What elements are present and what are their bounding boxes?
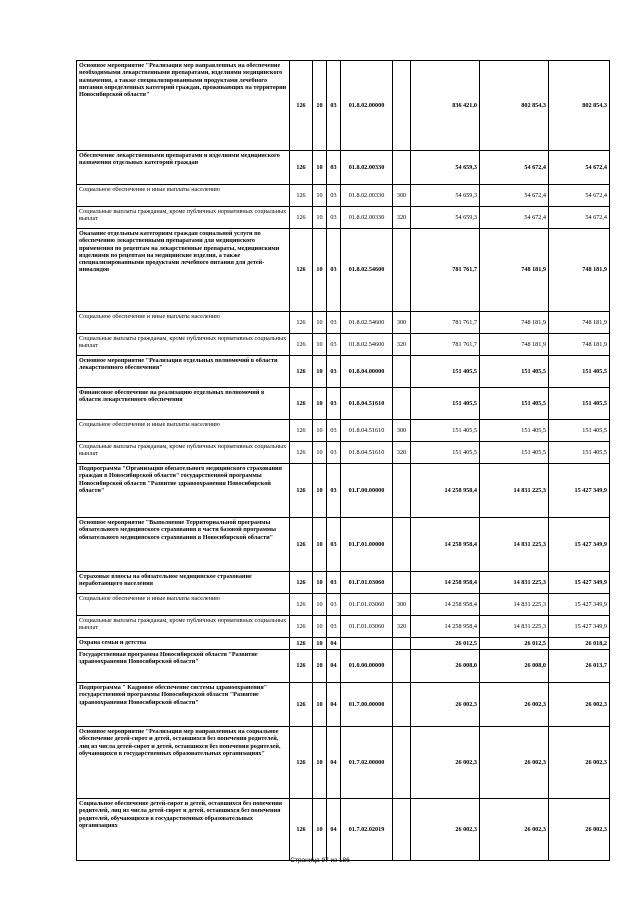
ministry-code-cell: 126 xyxy=(290,442,313,464)
row-name-cell: Социальные выплаты гражданам, кроме публичных нормативных социальных выплат xyxy=(77,207,290,229)
amount-year2-cell: 14 831 225,3 xyxy=(480,616,549,638)
amount-year2-cell: 26 002,3 xyxy=(480,799,549,861)
section-code-cell: 10 xyxy=(313,388,327,420)
amount-year2-cell: 748 181,9 xyxy=(480,229,549,312)
subsection-code-cell: 03 xyxy=(327,464,341,518)
amount-year1-cell: 151 405,5 xyxy=(411,442,480,464)
row-name-cell: Основное мероприятие "Реализация мер направленных на социальное обеспечение детей-сирот и детей, оставшихся без попечения родителей, лиц из числа детей-сирот и детей, оставшихся без попечения родителей, обучающихся в государственных образовательных организациях" xyxy=(77,727,290,799)
ministry-code-cell: 126 xyxy=(290,356,313,388)
expense-type-cell xyxy=(393,650,411,683)
row-name-cell: Социальное обеспечение детей-сирот и детей, оставшихся без попечения родителей, лиц из числа детей-сирот и детей, оставшихся без попечения родителей, обучающихся в государственных образовательных организациях xyxy=(77,799,290,861)
target-article-cell xyxy=(341,638,393,650)
subsection-code-cell: 04 xyxy=(327,638,341,650)
subsection-code-cell: 03 xyxy=(327,572,341,594)
subsection-code-cell: 03 xyxy=(327,594,341,616)
amount-year3-cell: 748 181,9 xyxy=(549,334,610,356)
expense-type-cell: 300 xyxy=(393,312,411,334)
amount-year2-cell: 151 405,5 xyxy=(480,356,549,388)
table-row xyxy=(77,61,610,151)
amount-year3-cell: 26 002,3 xyxy=(549,799,610,861)
amount-year1-cell: 26 002,3 xyxy=(411,799,480,861)
ministry-code-cell: 126 xyxy=(290,572,313,594)
target-article-cell: 01.8.02.54600 xyxy=(341,312,393,334)
expense-type-cell: 320 xyxy=(393,616,411,638)
table-row xyxy=(77,420,610,442)
subsection-code-cell: 03 xyxy=(327,616,341,638)
table-row xyxy=(77,594,610,616)
ministry-code-cell: 126 xyxy=(290,650,313,683)
page-footer: Страница 97 из 186 xyxy=(290,857,350,864)
expense-type-cell xyxy=(393,229,411,312)
section-code-cell: 10 xyxy=(313,464,327,518)
expense-type-cell xyxy=(393,727,411,799)
amount-year2-cell: 54 672,4 xyxy=(480,151,549,185)
amount-year2-cell: 151 405,5 xyxy=(480,388,549,420)
ministry-code-cell: 126 xyxy=(290,464,313,518)
amount-year3-cell: 15 427 349,9 xyxy=(549,518,610,572)
row-name-cell: Социальное обеспечение и иные выплаты населению xyxy=(77,312,290,334)
target-article-cell: 01.8.02.00330 xyxy=(341,185,393,207)
amount-year2-cell: 151 405,5 xyxy=(480,442,549,464)
table-row xyxy=(77,356,610,388)
subsection-code-cell: 03 xyxy=(327,185,341,207)
table-row xyxy=(77,650,610,683)
section-code-cell: 10 xyxy=(313,616,327,638)
ministry-code-cell: 126 xyxy=(290,594,313,616)
target-article-cell: 01.Г.00.00000 xyxy=(341,464,393,518)
amount-year1-cell: 54 659,3 xyxy=(411,185,480,207)
amount-year1-cell: 26 002,3 xyxy=(411,727,480,799)
target-article-cell: 01.8.02.00000 xyxy=(341,61,393,151)
amount-year3-cell: 26 002,3 xyxy=(549,727,610,799)
amount-year3-cell: 748 181,9 xyxy=(549,312,610,334)
amount-year2-cell: 54 672,4 xyxy=(480,207,549,229)
amount-year1-cell: 26 002,3 xyxy=(411,683,480,727)
amount-year3-cell: 15 427 349,9 xyxy=(549,616,610,638)
subsection-code-cell: 03 xyxy=(327,151,341,185)
amount-year3-cell: 26 013,7 xyxy=(549,650,610,683)
row-name-cell: Обеспечение лекарственными препаратами и изделиями медицинского назначения отдельных категорий граждан xyxy=(77,151,290,185)
row-name-cell: Основное мероприятие "Выполнение Территориальной программы обязательного медицинского страхования в части базовой программы обязательного медицинского страхования в Новосибирской области" xyxy=(77,518,290,572)
amount-year1-cell: 14 258 958,4 xyxy=(411,572,480,594)
row-name-cell: Государственная программа Новосибирской области "Развитие здравоохранения Новосибирской области" xyxy=(77,650,290,683)
amount-year2-cell: 748 181,9 xyxy=(480,312,549,334)
target-article-cell: 01.8.02.54600 xyxy=(341,229,393,312)
amount-year2-cell: 151 405,5 xyxy=(480,420,549,442)
target-article-cell: 01.0.00.00000 xyxy=(341,650,393,683)
table-row xyxy=(77,518,610,572)
table-row xyxy=(77,638,610,650)
table-row xyxy=(77,388,610,420)
row-name-cell: Оказание отдельным категориям граждан социальной услуги по обеспечению лекарственными препаратами для медицинского применения по рецептам на лекарственные препараты, медицинскими изделиями по рецептам на медицинские изделия, а также специализированными продуктами лечебного питания для детей-инвалидов xyxy=(77,229,290,312)
expense-type-cell xyxy=(393,61,411,151)
ministry-code-cell: 126 xyxy=(290,229,313,312)
subsection-code-cell: 04 xyxy=(327,727,341,799)
amount-year2-cell: 26 008,0 xyxy=(480,650,549,683)
expense-type-cell xyxy=(393,799,411,861)
target-article-cell: 01.7.00.00000 xyxy=(341,683,393,727)
expense-type-cell: 320 xyxy=(393,442,411,464)
amount-year1-cell: 14 258 958,4 xyxy=(411,518,480,572)
amount-year2-cell: 54 672,4 xyxy=(480,185,549,207)
table-row xyxy=(77,185,610,207)
row-name-cell: Охрана семьи и детства xyxy=(77,638,290,650)
ministry-code-cell: 126 xyxy=(290,207,313,229)
amount-year3-cell: 151 405,5 xyxy=(549,442,610,464)
amount-year2-cell: 748 181,9 xyxy=(480,334,549,356)
expense-type-cell xyxy=(393,388,411,420)
row-name-cell: Финансовое обеспечение на реализацию отдельных полномочий в области лекарственного обеспечения xyxy=(77,388,290,420)
target-article-cell: 01.Г.01.03060 xyxy=(341,572,393,594)
row-name-cell: Социальные выплаты гражданам, кроме публичных нормативных социальных выплат xyxy=(77,442,290,464)
table-body xyxy=(77,61,610,861)
subsection-code-cell: 03 xyxy=(327,356,341,388)
amount-year1-cell: 781 761,7 xyxy=(411,229,480,312)
amount-year1-cell: 151 405,5 xyxy=(411,356,480,388)
ministry-code-cell: 126 xyxy=(290,683,313,727)
target-article-cell: 01.8.02.54600 xyxy=(341,334,393,356)
expense-type-cell: 300 xyxy=(393,185,411,207)
subsection-code-cell: 04 xyxy=(327,650,341,683)
budget-table xyxy=(76,60,610,861)
amount-year3-cell: 748 181,9 xyxy=(549,229,610,312)
subsection-code-cell: 03 xyxy=(327,420,341,442)
expense-type-cell xyxy=(393,356,411,388)
amount-year3-cell: 54 672,4 xyxy=(549,185,610,207)
subsection-code-cell: 03 xyxy=(327,229,341,312)
table-row xyxy=(77,616,610,638)
row-name-cell: Социальные выплаты гражданам, кроме публичных нормативных социальных выплат xyxy=(77,334,290,356)
expense-type-cell: 320 xyxy=(393,334,411,356)
expense-type-cell: 300 xyxy=(393,594,411,616)
amount-year1-cell: 151 405,5 xyxy=(411,420,480,442)
section-code-cell: 10 xyxy=(313,356,327,388)
amount-year2-cell: 14 831 225,3 xyxy=(480,572,549,594)
amount-year3-cell: 151 405,5 xyxy=(549,356,610,388)
expense-type-cell xyxy=(393,683,411,727)
target-article-cell: 01.8.02.00330 xyxy=(341,207,393,229)
section-code-cell: 10 xyxy=(313,185,327,207)
subsection-code-cell: 04 xyxy=(327,799,341,861)
amount-year3-cell: 151 405,5 xyxy=(549,420,610,442)
table-row xyxy=(77,799,610,861)
table-row xyxy=(77,464,610,518)
row-name-cell: Социальное обеспечение и иные выплаты населению xyxy=(77,594,290,616)
amount-year3-cell: 802 854,3 xyxy=(549,61,610,151)
section-code-cell: 10 xyxy=(313,334,327,356)
row-name-cell: Основное мероприятие "Реализация мер направленных на обеспечение необходимыми лекарственными препаратами, изделиями медицинского назначения, а также специализированными продуктами лечебного питания определенных категорий граждан, проживающих на территории Новосибирской области" xyxy=(77,61,290,151)
amount-year2-cell: 14 831 225,3 xyxy=(480,594,549,616)
ministry-code-cell: 126 xyxy=(290,616,313,638)
subsection-code-cell: 03 xyxy=(327,207,341,229)
ministry-code-cell: 126 xyxy=(290,388,313,420)
amount-year2-cell: 26 002,3 xyxy=(480,683,549,727)
section-code-cell: 10 xyxy=(313,638,327,650)
amount-year1-cell: 781 761,7 xyxy=(411,334,480,356)
expense-type-cell: 320 xyxy=(393,207,411,229)
row-name-cell: Страховые взносы на обязательное медицинское страхование неработающего населения xyxy=(77,572,290,594)
ministry-code-cell: 126 xyxy=(290,61,313,151)
amount-year3-cell: 26 018,2 xyxy=(549,638,610,650)
section-code-cell: 10 xyxy=(313,799,327,861)
section-code-cell: 10 xyxy=(313,727,327,799)
amount-year3-cell: 15 427 349,9 xyxy=(549,464,610,518)
target-article-cell: 01.8.04.51610 xyxy=(341,442,393,464)
target-article-cell: 01.8.04.51610 xyxy=(341,420,393,442)
amount-year1-cell: 26 008,0 xyxy=(411,650,480,683)
ministry-code-cell: 126 xyxy=(290,334,313,356)
amount-year3-cell: 15 427 349,9 xyxy=(549,594,610,616)
section-code-cell: 10 xyxy=(313,312,327,334)
subsection-code-cell: 03 xyxy=(327,442,341,464)
expense-type-cell xyxy=(393,518,411,572)
ministry-code-cell: 126 xyxy=(290,151,313,185)
table-row xyxy=(77,151,610,185)
subsection-code-cell: 03 xyxy=(327,334,341,356)
amount-year1-cell: 26 012,5 xyxy=(411,638,480,650)
row-name-cell: Подпрограмма "Организация обязательного медицинского страхования граждан в Новосибирской области" государственной программы Новосибирской области "Развитие здравоохранения Новосибирской области" xyxy=(77,464,290,518)
section-code-cell: 10 xyxy=(313,420,327,442)
amount-year3-cell: 15 427 349,9 xyxy=(549,572,610,594)
subsection-code-cell: 03 xyxy=(327,61,341,151)
table-row xyxy=(77,207,610,229)
section-code-cell: 10 xyxy=(313,650,327,683)
row-name-cell: Социальные выплаты гражданам, кроме публичных нормативных социальных выплат xyxy=(77,616,290,638)
target-article-cell: 01.7.02.02019 xyxy=(341,799,393,861)
target-article-cell: 01.7.02.00000 xyxy=(341,727,393,799)
amount-year1-cell: 14 258 958,4 xyxy=(411,616,480,638)
amount-year2-cell: 14 831 225,3 xyxy=(480,464,549,518)
ministry-code-cell: 126 xyxy=(290,638,313,650)
subsection-code-cell: 03 xyxy=(327,388,341,420)
section-code-cell: 10 xyxy=(313,683,327,727)
ministry-code-cell: 126 xyxy=(290,518,313,572)
section-code-cell: 10 xyxy=(313,572,327,594)
amount-year2-cell: 14 831 225,3 xyxy=(480,518,549,572)
amount-year2-cell: 26 012,5 xyxy=(480,638,549,650)
subsection-code-cell: 03 xyxy=(327,312,341,334)
amount-year3-cell: 26 002,3 xyxy=(549,683,610,727)
section-code-cell: 10 xyxy=(313,442,327,464)
amount-year3-cell: 151 405,5 xyxy=(549,388,610,420)
amount-year1-cell: 14 258 958,4 xyxy=(411,594,480,616)
row-name-cell: Социальное обеспечение и иные выплаты населению xyxy=(77,420,290,442)
target-article-cell: 01.Г.01.03060 xyxy=(341,616,393,638)
row-name-cell: Подпрограмма " Кадровое обеспечение системы здравоохранения" государственной программы Новосибирской области "Развитие здравоохранения Новосибирской области" xyxy=(77,683,290,727)
section-code-cell: 10 xyxy=(313,518,327,572)
table-row xyxy=(77,442,610,464)
ministry-code-cell: 126 xyxy=(290,727,313,799)
amount-year1-cell: 54 659,3 xyxy=(411,151,480,185)
expense-type-cell xyxy=(393,638,411,650)
ministry-code-cell: 126 xyxy=(290,420,313,442)
section-code-cell: 10 xyxy=(313,229,327,312)
ministry-code-cell: 126 xyxy=(290,799,313,861)
section-code-cell: 10 xyxy=(313,61,327,151)
expense-type-cell xyxy=(393,464,411,518)
expense-type-cell xyxy=(393,151,411,185)
amount-year2-cell: 802 854,3 xyxy=(480,61,549,151)
amount-year1-cell: 781 761,7 xyxy=(411,312,480,334)
target-article-cell: 01.Г.01.00000 xyxy=(341,518,393,572)
section-code-cell: 10 xyxy=(313,151,327,185)
table-row xyxy=(77,572,610,594)
target-article-cell: 01.Г.01.03060 xyxy=(341,594,393,616)
expense-type-cell: 300 xyxy=(393,420,411,442)
ministry-code-cell: 126 xyxy=(290,185,313,207)
subsection-code-cell: 04 xyxy=(327,683,341,727)
amount-year3-cell: 54 672,4 xyxy=(549,207,610,229)
amount-year1-cell: 54 659,3 xyxy=(411,207,480,229)
table-row xyxy=(77,683,610,727)
amount-year2-cell: 26 002,3 xyxy=(480,727,549,799)
section-code-cell: 10 xyxy=(313,594,327,616)
section-code-cell: 10 xyxy=(313,207,327,229)
table-row xyxy=(77,312,610,334)
table-row xyxy=(77,334,610,356)
row-name-cell: Основное мероприятие "Реализация отдельных полномочий в области лекарственного обеспечения" xyxy=(77,356,290,388)
target-article-cell: 01.8.04.00000 xyxy=(341,356,393,388)
amount-year1-cell: 836 421,0 xyxy=(411,61,480,151)
table-row xyxy=(77,229,610,312)
expense-type-cell xyxy=(393,572,411,594)
target-article-cell: 01.8.04.51610 xyxy=(341,388,393,420)
subsection-code-cell: 03 xyxy=(327,518,341,572)
row-name-cell: Социальное обеспечение и иные выплаты населению xyxy=(77,185,290,207)
amount-year1-cell: 14 258 958,4 xyxy=(411,464,480,518)
table-row xyxy=(77,727,610,799)
target-article-cell: 01.8.02.00330 xyxy=(341,151,393,185)
amount-year3-cell: 54 672,4 xyxy=(549,151,610,185)
amount-year1-cell: 151 405,5 xyxy=(411,388,480,420)
ministry-code-cell: 126 xyxy=(290,312,313,334)
